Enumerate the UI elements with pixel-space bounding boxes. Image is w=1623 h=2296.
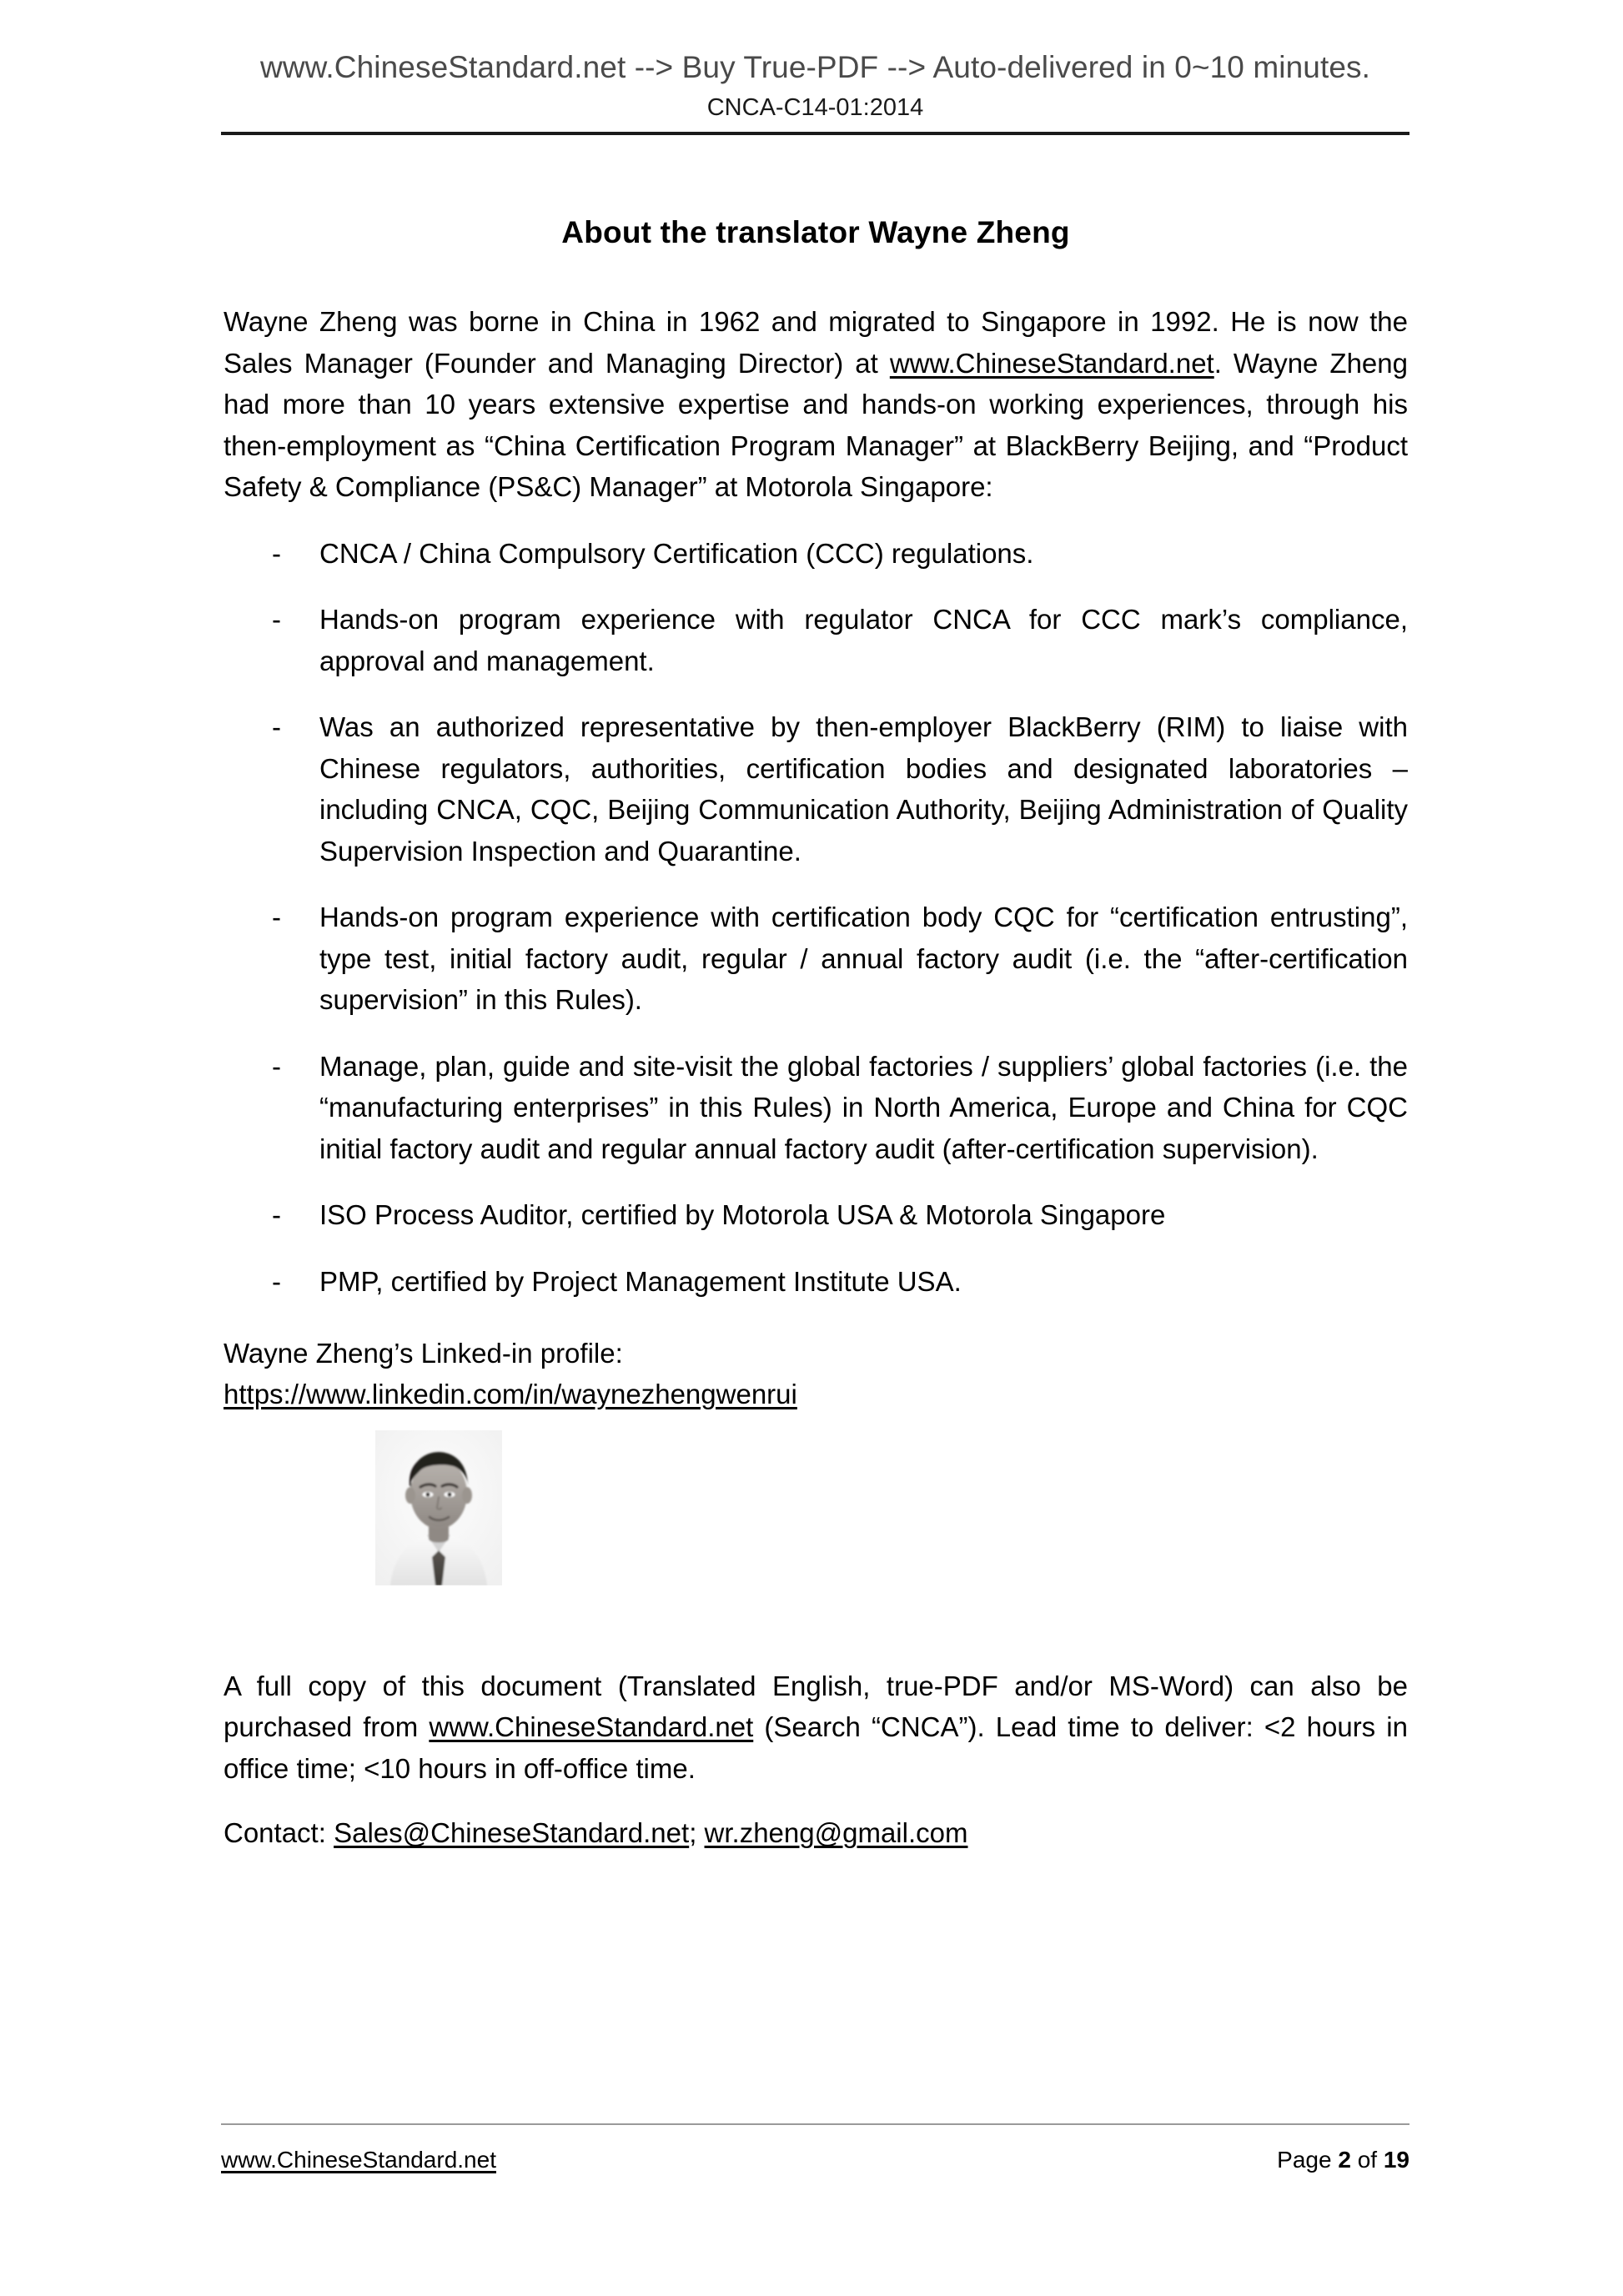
- purchase-paragraph: [224, 1665, 1408, 1790]
- qualifications-list: [224, 533, 1408, 1303]
- document-standard-id: CNCA-C14-01:2014: [706, 94, 924, 122]
- list-item-text: Was an authorized representative by then-employer BlackBerry (RIM) to liaise with Chinese regulators, authorities, certification bodies and designated laboratories – including CNCA, CQC, Beijing Communication Authority, Beijing Administration of Quality Supervision Inspection and Quarantine.: [319, 711, 1408, 867]
- bullet-marker-icon: -: [272, 1199, 281, 1231]
- page-footer: [221, 2123, 1409, 2173]
- list-item: [224, 1046, 1408, 1170]
- list-item: [224, 706, 1408, 872]
- contact-label: Contact:: [224, 1817, 334, 1849]
- bullet-marker-icon: -: [272, 537, 281, 569]
- header-divider: [221, 132, 1409, 135]
- footer-site-link[interactable]: www.ChineseStandard.net: [221, 2147, 496, 2173]
- page-prefix-label: Page: [1277, 2147, 1339, 2173]
- list-item: [224, 897, 1408, 1021]
- linkedin-profile-link[interactable]: https://www.linkedin.com/in/waynezhengwenrui: [224, 1378, 797, 1409]
- portrait-photo-container: [224, 1430, 1408, 1585]
- current-page-number: 2: [1338, 2147, 1351, 2173]
- document-body: [224, 213, 1408, 1854]
- footer-divider: [221, 2123, 1409, 2125]
- list-item: [224, 533, 1408, 575]
- bullet-marker-icon: -: [272, 604, 281, 636]
- linkedin-label: Wayne Zheng’s Linked-in profile:: [224, 1338, 623, 1369]
- list-item: [224, 599, 1408, 681]
- page-number-indicator: [1277, 2147, 1409, 2173]
- bullet-marker-icon: -: [272, 711, 281, 743]
- list-item-text: Hands-on program experience with regulator CNCA for CCC mark’s compliance, approval and management.: [319, 604, 1408, 676]
- purchase-info-block: [224, 1665, 1408, 1854]
- sales-email-link[interactable]: Sales@ChineseStandard.net: [334, 1817, 690, 1849]
- purchase-text-part2: (Search “CNCA”). Lead time to deliver: <2 hours in office time; <10 hours in off-office time.: [224, 1711, 1408, 1784]
- page-of-label: of: [1350, 2147, 1384, 2173]
- bullet-marker-icon: -: [272, 1265, 281, 1297]
- intro-text-part1: Wayne Zheng was borne in China in 1962 and migrated to Singapore in 1992. He is now the Sales Manager (Founder and Managing Director) at: [224, 306, 1408, 379]
- portrait-photo-wayne-zheng: [375, 1430, 502, 1585]
- list-item-text: CNCA / China Compulsory Certification (CCC) regulations.: [319, 537, 1034, 569]
- list-item-text: PMP, certified by Project Management Institute USA.: [319, 1265, 962, 1297]
- list-item-text: Manage, plan, guide and site-visit the global factories / suppliers’ global factories (i.e. the “manufacturing enterprises” in this Rules) in North America, Europe and China for CQC initial factory audit and regular annual factory audit (after-certification supervision).: [319, 1050, 1408, 1164]
- bullet-marker-icon: -: [272, 902, 281, 933]
- list-item-text: Hands-on program experience with certification body CQC for “certification entrusting”, type test, initial factory audit, regular / annual factory audit (i.e. the “after-certification supervision” in this Rules).: [319, 902, 1408, 1016]
- page-title: About the translator Wayne Zheng: [561, 215, 1070, 249]
- contact-line: [224, 1812, 1408, 1854]
- list-item: [224, 1194, 1408, 1236]
- footer-row: [221, 2147, 1409, 2173]
- list-item: [224, 1261, 1408, 1303]
- chinesestandard-link-closing[interactable]: www.ChineseStandard.net: [429, 1711, 754, 1743]
- bullet-marker-icon: -: [272, 1050, 281, 1082]
- intro-paragraph: [224, 301, 1408, 508]
- contact-separator: ;: [689, 1817, 705, 1849]
- intro-text-part2: . Wayne Zheng had more than 10 years extensive expertise and hands-on working experiences, through his then-employment as “China Certification Program Manager” at BlackBerry Beijing, and “Product Safety & Compliance (PS&C) Manager” at Motorola Singapore:: [224, 347, 1408, 503]
- total-page-count: 19: [1383, 2147, 1409, 2173]
- page-header: [221, 48, 1409, 135]
- header-watermark-text: www.ChineseStandard.net --> Buy True-PDF --> Auto-delivered in 0~10 minutes.: [260, 50, 1370, 84]
- purchase-text-part1: A full copy of this document (Translated English, true-PDF and/or MS-Word) can also be purchased from: [224, 1670, 1408, 1743]
- chinesestandard-link-intro[interactable]: www.ChineseStandard.net: [889, 347, 1214, 379]
- personal-email-link[interactable]: wr.zheng@gmail.com: [704, 1817, 968, 1849]
- list-item-text: ISO Process Auditor, certified by Motorola USA & Motorola Singapore: [319, 1199, 1166, 1231]
- linkedin-profile-block: [224, 1334, 1408, 1415]
